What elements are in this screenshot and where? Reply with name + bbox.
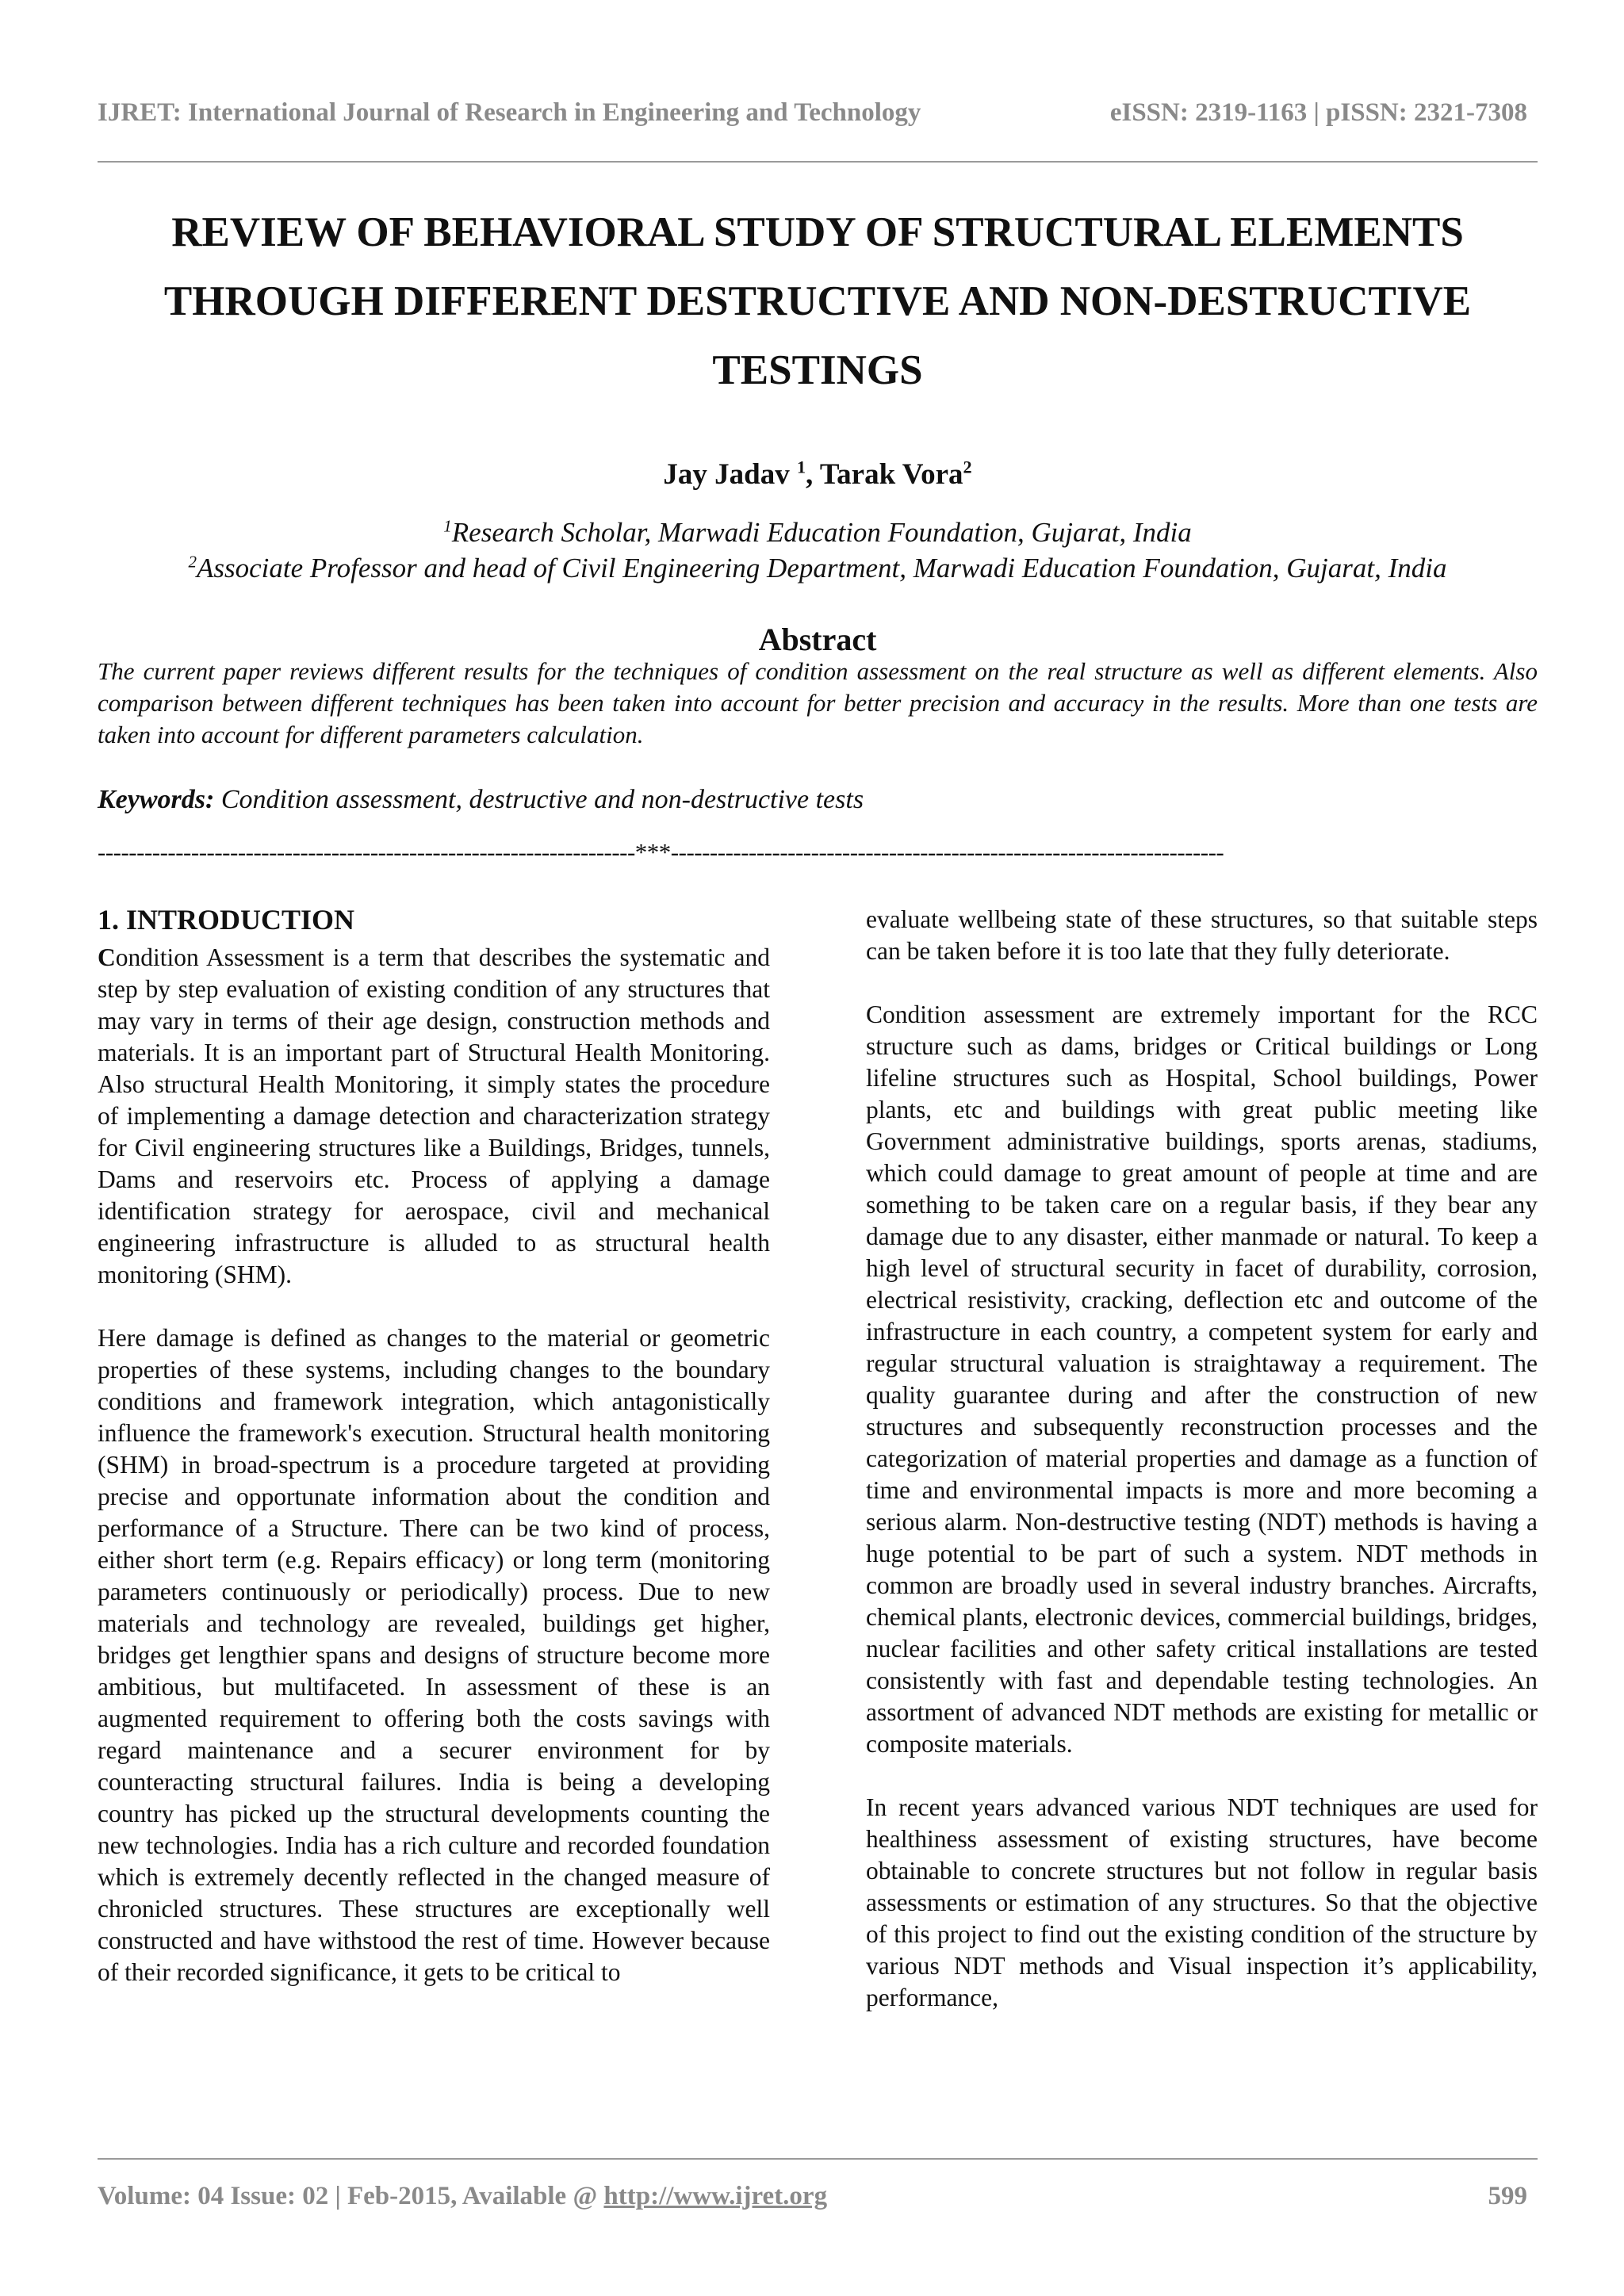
intro-paragraph-1 <box>98 942 770 1291</box>
footer-link[interactable]: http://www.ijret.org <box>603 2182 828 2210</box>
author-separator: , <box>806 458 820 491</box>
affiliation-1-sup: 1 <box>443 516 452 536</box>
intro-paragraph-1-text: ondition Assessment is a term that describes the systematic and step by step evaluation of existing condition of any structures that may vary in terms of their age design, construction methods and materials. It is an important part of Structural Health Monitoring. Also structural Health Monitoring, it simply states the procedure of implementing a damage detection and characterization strategy for Civil engineering structures like a Buildings, Bridges, tunnels, Dams and reservoirs etc. Process of applying a damage identification strategy for aerospace, civil and mechanical engineering infrastructure is alluded to as structural health monitoring (SHM). <box>98 943 770 1288</box>
title-line-3: TESTINGS <box>712 347 923 393</box>
intro-paragraph-3: evaluate wellbeing state of these structures, so that suitable steps can be taken before it is too late that they fully deteriorate. <box>866 905 1538 965</box>
footer-volume <box>98 2182 827 2211</box>
affiliation-1-text: Research Scholar, Marwadi Education Foundation, Gujarat, India <box>451 517 1192 548</box>
footer-volume-text: Volume: 04 Issue: 02 | Feb-2015, Available @ <box>98 2182 604 2210</box>
authors <box>98 457 1538 492</box>
header-rule <box>98 161 1538 163</box>
author-1-sup: 1 <box>796 457 806 477</box>
intro-paragraph-5: In recent years advanced various NDT techniques are used for healthiness assessment of existing structures, have become obtainable to concrete structures but not follow in regular basis assessments or estimation of any structures. So that the objective of this project to find out the existing condition of the structure by various NDT methods and Visual inspection it’s applicability, performance, <box>866 1793 1538 2011</box>
abstract-text: The current paper reviews different results for the techniques of condition assessment on the real structure as well as different elements. Also comparison between different techniques has been taken into account for better precision and accuracy in the results. More than one tests are taken into account for different parameters calculation. <box>98 657 1538 748</box>
introduction-heading: 1. INTRODUCTION <box>98 904 355 936</box>
footer-rule <box>98 2158 1538 2160</box>
left-column <box>98 904 770 2020</box>
affiliation-2 <box>98 553 1538 584</box>
keywords <box>98 785 864 815</box>
right-column <box>866 904 1538 2045</box>
author-1: Jay Jadav <box>663 458 790 491</box>
affiliation-2-text: Associate Professor and head of Civil Engineering Department, Marwadi Education Foundation, Gujarat, India <box>197 553 1447 584</box>
issn: eISSN: 2319-1163 | pISSN: 2321-7308 <box>1109 98 1527 127</box>
paper-title <box>98 198 1538 405</box>
intro-paragraph-4: Condition assessment are extremely important for the RCC structure such as dams, bridges or Critical buildings or Long lifeline structures such as Hospital, School buildings, Power plants, etc and buildings with great public meeting like Government administrative buildings, sports arenas, stadiums, which could damage to great amount of people at time and are something to be taken care on a regular basis, if they bear any damage due to any disaster, either manmade or natural. To keep a high level of structural security in facet of durability, corrosion, electrical resistivity, cracking, deflection etc and outcome of the infrastructure in each country, a competent system for early and regular structural valuation is straightaway a requirement. The quality guarantee during and after the construction of new structures and subsequently reconstruction processes and the categorization of material properties and damage as a function of time and environmental impacts is more and more becoming a serious alarm. Non-destructive testing (NDT) methods is having a huge potential to be part of such a system. NDT methods in common are broadly used in several industry branches. Aircrafts, chemical plants, electronic devices, commercial buildings, bridges, nuclear facilities and other safety critical installations are tested consistently with fast and dependable testing technologies. An assortment of advanced NDT methods are existing for metallic or composite materials. <box>866 1001 1538 1758</box>
affiliation-2-sup: 2 <box>188 552 197 572</box>
page-number: 599 <box>1488 2182 1527 2210</box>
section-separator: ---------------------------------------------------------------------***----------------------------------------------------------------------- <box>98 838 1224 866</box>
affiliation-1 <box>98 517 1538 549</box>
journal-name: IJRET: International Journal of Research in Engineering and Technology <box>98 98 921 127</box>
title-line-2: THROUGH DIFFERENT DESTRUCTIVE AND NON-DESTRUCTIVE <box>163 278 1472 324</box>
author-2-sup: 2 <box>963 457 972 477</box>
title-line-1: REVIEW OF BEHAVIORAL STUDY OF STRUCTURAL ELEMENTS <box>171 209 1464 255</box>
keywords-label: Keywords: <box>98 785 215 814</box>
dropcap: C <box>98 943 116 971</box>
intro-paragraph-2: Here damage is defined as changes to the material or geometric properties of these systems, including changes to the boundary conditions and framework integration, which antagonistically influence the framework's execution. Structural health monitoring (SHM) in broad-spectrum is a procedure targeted at providing precise and opportunate information about the condition and performance of a Structure. There can be two kind of process, either short term (e.g. Repairs efficacy) or long term (monitoring parameters continuously or periodically) process. Due to new materials and technology are revealed, buildings get higher, bridges get lengthier spans and designs of structure become more ambitious, but multifaceted. In assessment of these is an augmented requirement to offering both the costs savings with regard maintenance and a securer environment for by counteracting structural failures. India is being a developing country has picked up the structural developments counting the new technologies. India has a rich culture and recorded foundation which is extremely decently reflected in the changed measure of chronicled structures. These structures are exceptionally well constructed and have withstood the rest of time. However because of their recorded significance, it gets to be critical to <box>98 1324 770 1986</box>
keywords-text: Condition assessment, destructive and non-destructive tests <box>220 785 864 814</box>
author-2: Tarak Vora <box>819 458 963 491</box>
abstract-heading: Abstract <box>758 622 877 657</box>
